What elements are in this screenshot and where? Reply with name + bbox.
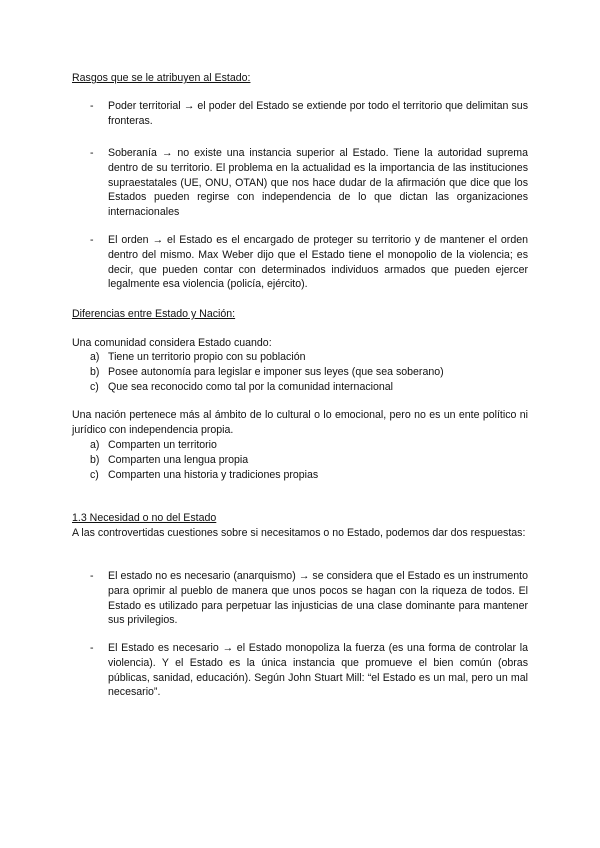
bullet-orden	[72, 233, 528, 292]
bullet-dash: -	[90, 642, 94, 654]
bullet-dash: -	[90, 100, 94, 112]
section-title-rasgos: Rasgos que se le atribuyen al Estado:	[72, 72, 251, 84]
bullet-poder-territorial	[72, 99, 528, 129]
list-label: b)	[90, 365, 100, 378]
bullet-soberania	[72, 146, 528, 220]
list-label: c)	[90, 380, 99, 393]
list-item	[72, 468, 528, 483]
bullet-estado-necesario	[72, 641, 528, 700]
bullet-text: El orden → el Estado es el encargado de proteger su territorio y de mantener el orden dentro del mismo. Max Weber dijo que el Estado tiene el monopolio de la violencia; es decir, que pueden contar con determinados individuos armados que pueden ejercer legalmente esa violencia (policía, ejército).	[108, 234, 528, 291]
list-item	[72, 453, 528, 468]
list-label: b)	[90, 453, 100, 466]
list-text: Posee autonomía para legislar e imponer sus leyes (que sea soberano)	[108, 365, 444, 378]
list-label: a)	[90, 351, 100, 363]
bullet-dash: -	[90, 147, 94, 159]
list-estado-conditions	[72, 350, 528, 394]
bullet-dash: -	[90, 234, 94, 246]
list-item	[72, 350, 528, 365]
bullet-dash: -	[90, 570, 94, 582]
list-text: Que sea reconocido como tal por la comunidad internacional	[108, 380, 394, 393]
bullet-text: Poder territorial → el poder del Estado se extiende por todo el territorio que delimitan sus fronteras.	[108, 100, 528, 127]
list-item	[72, 438, 528, 453]
bullet-text: El Estado es necesario → el Estado monopoliza la fuerza (es una forma de controlar la violencia). Y el Estado es la única instancia que promueve el bien común (obras públicas, sanidad, educación). Según John Stuart Mill: “el Estado es un mal, pero un mal necesario”.	[108, 642, 528, 699]
bullet-text: El estado no es necesario (anarquismo) → se considera que el Estado es un instrumento para oprimir al pueblo de manera que unos pocos se hagan con la riqueza de todos. El Estado es utilizado para perpetuar las injusticias de una clase dominante para mantener sus privilegios.	[108, 570, 528, 627]
list-text: Comparten una historia y tradiciones propias	[108, 468, 319, 481]
paragraph-nacion: Una nación pertenece más al ámbito de lo cultural o lo emocional, pero no es un ente político ni jurídico con independencia propia.	[72, 409, 528, 436]
list-item	[72, 380, 528, 395]
list-text: Tiene un territorio propio con su población	[108, 351, 306, 363]
paragraph-intro-necesidad: A las controvertidas cuestiones sobre si necesitamos o no Estado, podemos dar dos respuestas:	[72, 527, 526, 539]
bullet-anarquismo	[72, 569, 528, 628]
section-title-diferencias: Diferencias entre Estado y Nación:	[72, 308, 236, 320]
bullet-text: Soberanía → no existe una instancia superior al Estado. Tiene la autoridad suprema dentro de su territorio. El problema en la actualidad es la importancia de las instituciones supraestatales (UE, ONU, OTAN) que nos hace dudar de la afirmación que dice que los Estados pueden regirse con independencia de lo que dictan las organizaciones internacionales	[108, 147, 528, 219]
list-item	[72, 365, 528, 380]
list-label: a)	[90, 439, 100, 451]
list-text: Comparten un territorio	[108, 439, 217, 451]
list-text: Comparten una lengua propia	[108, 453, 249, 466]
list-nacion-traits	[72, 438, 528, 482]
list-label: c)	[90, 468, 99, 481]
section-title-necesidad: 1.3 Necesidad o no del Estado	[72, 512, 217, 524]
paragraph-intro-estado: Una comunidad considera Estado cuando:	[72, 337, 272, 349]
